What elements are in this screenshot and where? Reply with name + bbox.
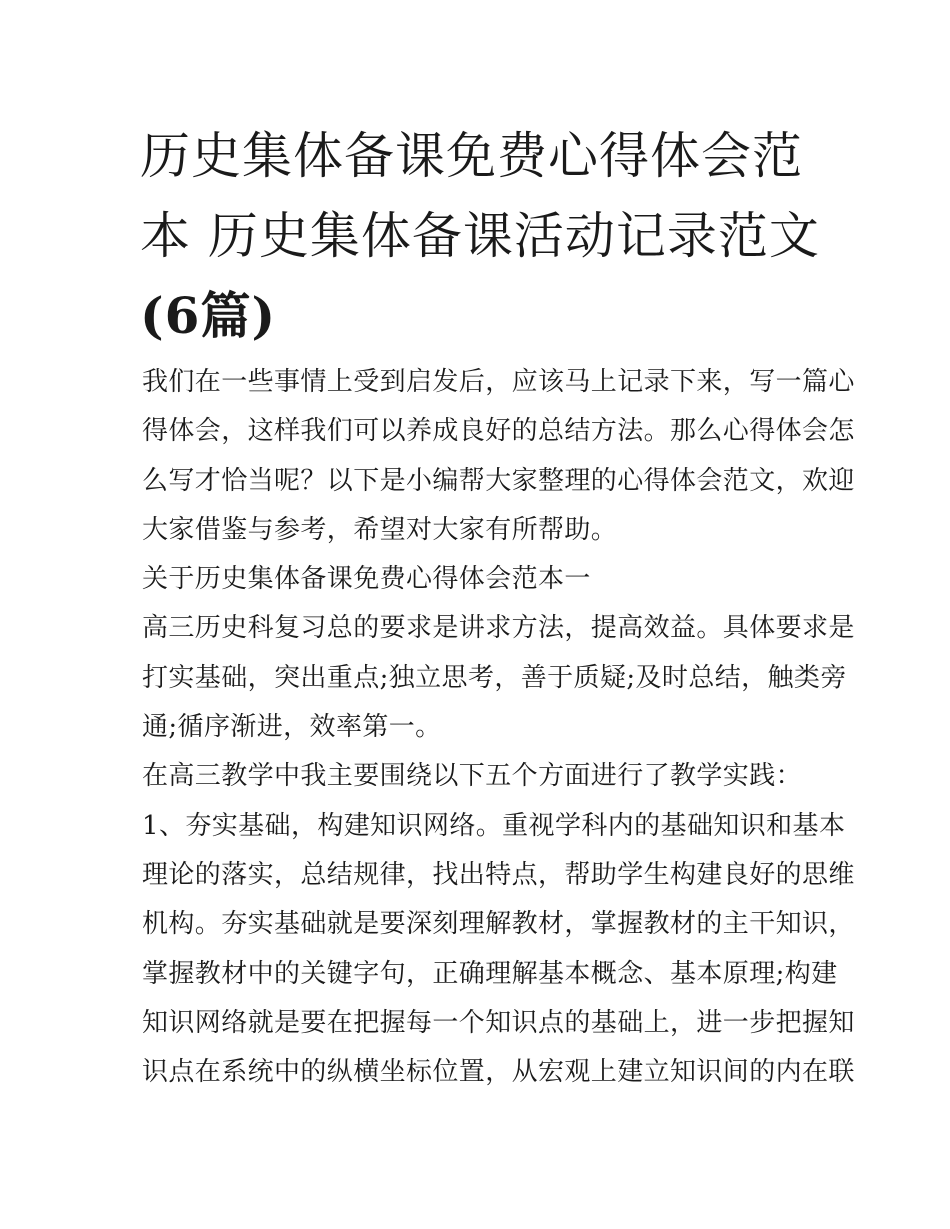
body-line: 么写才恰当呢？以下是小编帮大家整理的心得体会范文，欢迎 xyxy=(142,465,855,496)
body-line: 打实基础，突出重点;独立思考，善于质疑;及时总结，触类旁 xyxy=(142,662,847,693)
body-line: 得体会，这样我们可以养成良好的总结方法。那么心得体会怎 xyxy=(142,416,855,447)
body-line: 理论的落实，总结规律，找出特点，帮助学生构建良好的思维 xyxy=(142,859,855,890)
title-line: 历史集体备课免费心得体会范 xyxy=(140,127,803,185)
body-line: 1、夯实基础，构建知识网络。重视学科内的基础知识和基本 xyxy=(142,810,846,841)
body-line: 机构。夯实基础就是要深刻理解教材，掌握教材的主干知识， xyxy=(142,909,855,940)
document-body xyxy=(142,358,855,1097)
body-line: 知识网络就是要在把握每一个知识点的基础上，进一步把握知 xyxy=(142,1007,855,1038)
document-title xyxy=(140,116,820,356)
body-line: 在高三教学中我主要围绕以下五个方面进行了教学实践： xyxy=(142,761,803,792)
body-line: 识点在系统中的纵横坐标位置，从宏观上建立知识间的内在联 xyxy=(142,1057,855,1088)
body-line: 通;循序渐进，效率第一。 xyxy=(142,712,442,743)
body-line: 我们在一些事情上受到启发后，应该马上记录下来，写一篇心 xyxy=(142,367,855,397)
body-line: 大家借鉴与参考，希望对大家有所帮助。 xyxy=(142,514,618,545)
body-line: 掌握教材中的关键字句，正确理解基本概念、基本原理;构建 xyxy=(142,958,838,989)
section-heading: 关于历史集体备课免费心得体会范本一 xyxy=(142,564,591,595)
title-line: 本 历史集体备课活动记录范文 xyxy=(140,207,820,265)
title-line: (6篇) xyxy=(140,286,277,345)
body-line: 高三历史科复习总的要求是讲求方法，提高效益。具体要求是 xyxy=(142,613,855,644)
